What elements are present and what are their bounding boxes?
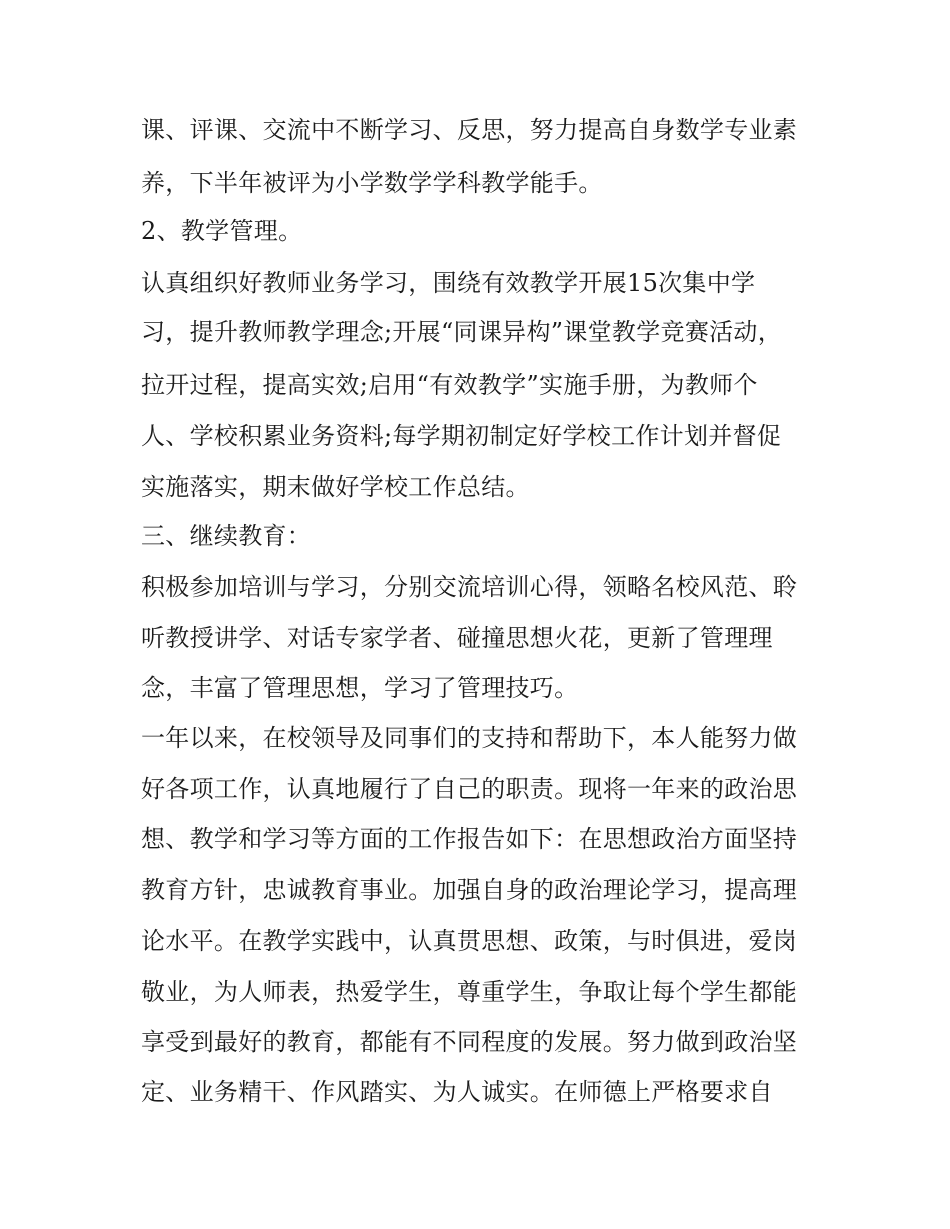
text-line: 实施落实，期末做好学校工作总结。: [141, 473, 530, 501]
text-line: 养，下半年被评为小学数学学科教学能手。: [141, 169, 603, 197]
text-line: 听教授讲学、对话专家学者、碰撞思想火花，更新了管理理: [141, 624, 773, 652]
section-heading: 2、教学管理。: [141, 217, 303, 245]
text-line: 论水平。在教学实践中，认真贯思想、政策，与时俱进，爱岗: [141, 927, 798, 955]
text-line: 积极参加培训与学习，分别交流培训心得，领略名校风范、聆: [141, 573, 798, 601]
text-line: 认真组织好教师业务学习，围绕有效教学开展15次集中学: [141, 269, 756, 297]
text-line: 一年以来，在校领导及同事们的支持和帮助下，本人能努力做: [141, 724, 798, 752]
text-line: 教育方针，忠诚教育事业。加强自身的政治理论学习，提高理: [141, 876, 798, 904]
text-line: 拉开过程，提高实效;启用“有效教学”实施手册，为教师个: [141, 371, 758, 399]
text-line: 享受到最好的教育，都能有不同程度的发展。努力做到政治坚: [141, 1028, 798, 1056]
text-line: 人、学校积累业务资料;每学期初制定好学校工作计划并督促: [141, 422, 782, 450]
section-heading: 三、继续教育：: [141, 522, 312, 550]
text-line: 好各项工作，认真地履行了自己的职责。现将一年来的政治思: [141, 775, 798, 803]
text-line: 敬业，为人师表，热爱学生，尊重学生，争取让每个学生都能: [141, 978, 798, 1006]
text-line: 想、教学和学习等方面的工作报告如下：在思想政治方面坚持: [141, 825, 798, 853]
text-line: 习，提升教师教学理念;开展“同课异构”课堂教学竞赛活动，: [141, 318, 783, 346]
text-line: 念，丰富了管理思想，学习了管理技巧。: [141, 674, 579, 702]
text-line: 定、业务精干、作风踏实、为人诚实。在师德上严格要求自: [141, 1078, 773, 1106]
text-line: 课、评课、交流中不断学习、反思，努力提高自身数学专业素: [141, 116, 798, 144]
